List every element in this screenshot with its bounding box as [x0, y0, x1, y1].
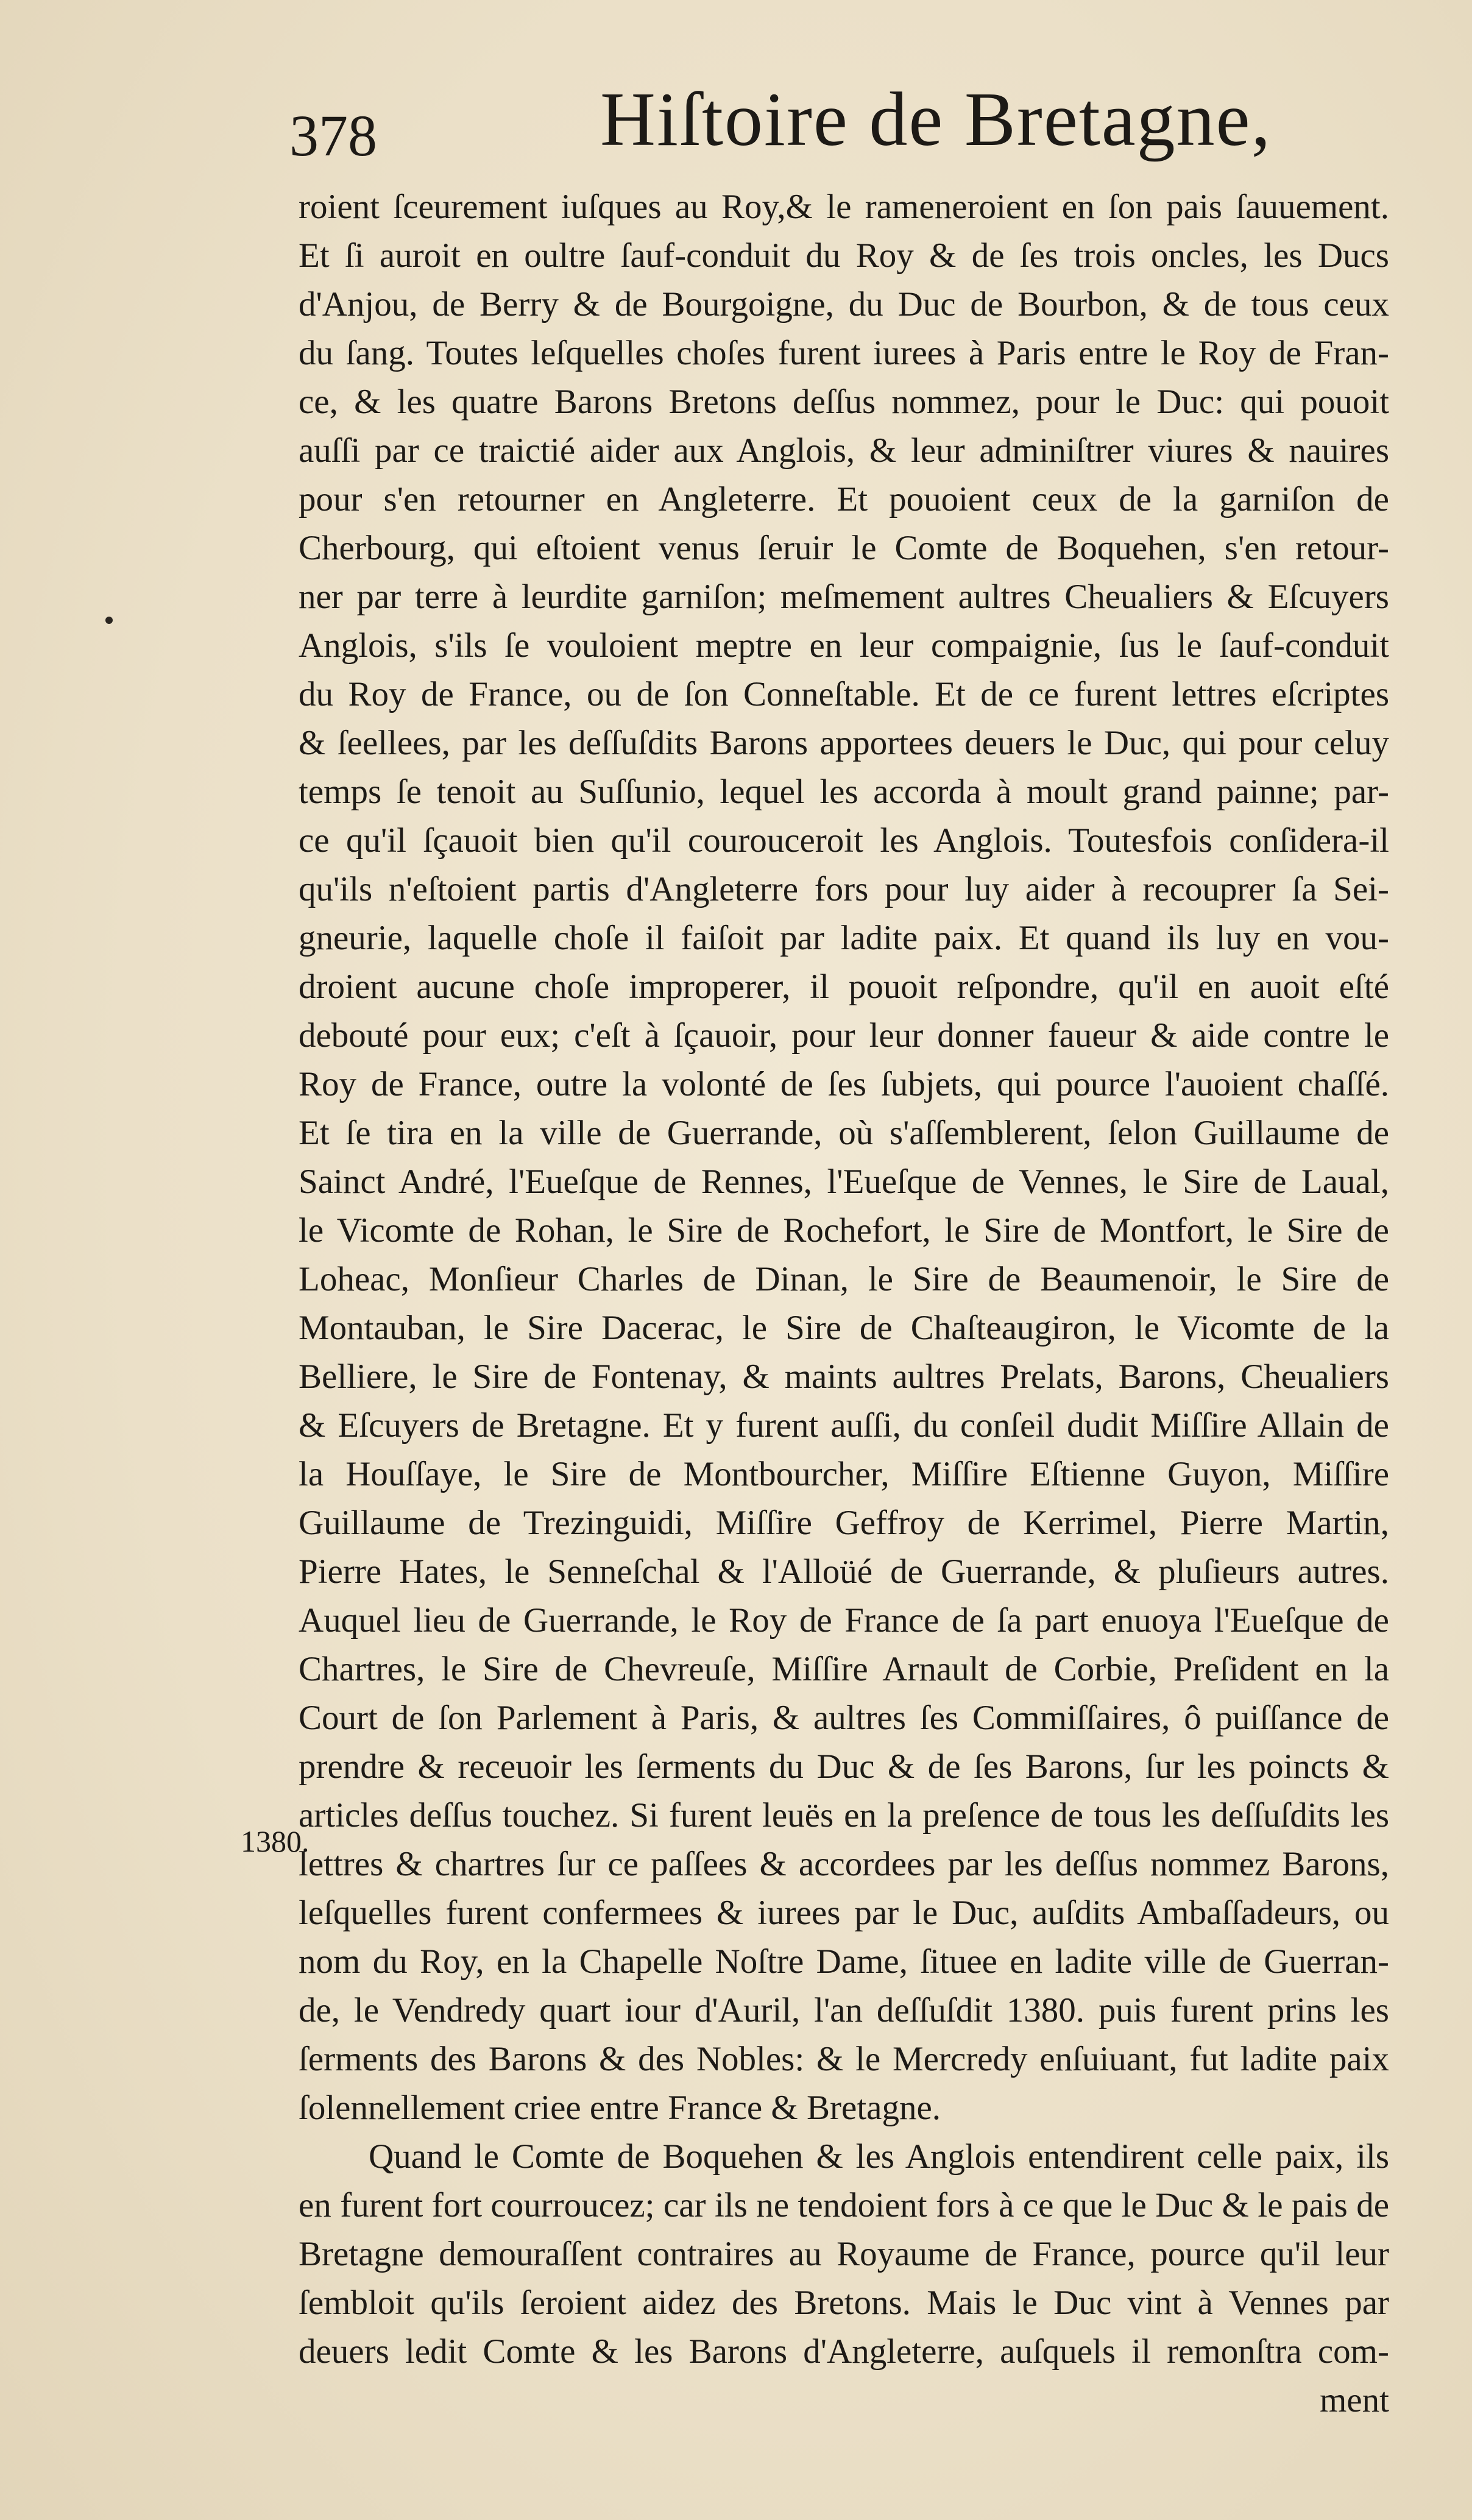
- text-line: Pierre Hates, le Senneſchal & l'Alloüé de Guerrande, & pluſieurs autres.: [299, 1552, 1389, 1591]
- text-line: nom du Roy, en la Chapelle Noſtre Dame, ſituee en ladite ville de Guerran-: [299, 1942, 1389, 1981]
- text-line: Et ſe tira en la ville de Guerrande, où s'aſſemblerent, ſelon Guillaume de: [299, 1114, 1389, 1152]
- text-line: articles deſſus touchez. Si furent leuës en la preſence de tous les deſſuſdits les: [299, 1796, 1389, 1835]
- text-line: Cherbourg, qui eſtoient venus ſeruir le Comte de Boquehen, s'en retour-: [299, 529, 1389, 567]
- text-line: droient aucune choſe improperer, il pouoit reſpondre, qu'il en auoit eſté: [299, 968, 1389, 1006]
- text-line: du Roy de France, ou de ſon Conneſtable. Et de ce furent lettres eſcriptes: [299, 675, 1389, 713]
- text-line: gneurie, laquelle choſe il faiſoit par ladite paix. Et quand ils luy en vou-: [299, 919, 1389, 957]
- text-line: qu'ils n'eſtoient partis d'Angleterre fors pour luy aider à recouprer ſa Sei-: [299, 870, 1389, 908]
- page-number: 378: [289, 103, 377, 168]
- text-line: temps ſe tenoit au Suſſunio, lequel les accorda à moult grand painne; par-: [299, 773, 1389, 811]
- text-line: Belliere, le Sire de Fontenay, & maints aultres Prelats, Barons, Cheualiers: [299, 1357, 1389, 1396]
- text-line: la Houſſaye, le Sire de Montbourcher, Miſſire Eſtienne Guyon, Miſſire: [299, 1455, 1389, 1493]
- text-line: ner par terre à leurdite garniſon; meſmement aultres Cheualiers & Eſcuyers: [299, 578, 1389, 616]
- text-line: Guillaume de Trezinguidi, Miſſire Geffroy de Kerrimel, Pierre Martin,: [299, 1504, 1389, 1542]
- text-line: Loheac, Monſieur Charles de Dinan, le Sire de Beaumenoir, le Sire de: [299, 1260, 1389, 1298]
- text-line: ce, & les quatre Barons Bretons deſſus nommez, pour le Duc: qui pouoit: [299, 383, 1389, 421]
- text-line: de, le Vendredy quart iour d'Auril, l'an deſſuſdit 1380. puis furent prins les: [299, 1991, 1389, 2030]
- text-line: roient ſceurement iuſques au Roy,& le rameneroient en ſon pais ſauuement.: [299, 188, 1389, 226]
- text-line: & ſeellees, par les deſſuſdits Barons apportees deuers le Duc, qui pour celuy: [299, 724, 1389, 762]
- text-line: du ſang. Toutes leſquelles choſes furent iurees à Paris entre le Roy de Fran-: [299, 334, 1389, 372]
- text-line: Auquel lieu de Guerrande, le Roy de France de ſa part enuoya l'Eueſque de: [299, 1601, 1389, 1640]
- text-line: d'Anjou, de Berry & de Bourgoigne, du Duc de Bourbon, & de tous ceux: [299, 285, 1389, 324]
- text-line: le Vicomte de Rohan, le Sire de Rochefort, le Sire de Montfort, le Sire de: [299, 1211, 1389, 1250]
- text-line: Sainct André, l'Eueſque de Rennes, l'Eueſque de Vennes, le Sire de Laual,: [299, 1163, 1389, 1201]
- text-line: Roy de France, outre la volonté de ſes ſubjets, qui pource l'auoient chaſſé.: [299, 1065, 1389, 1103]
- paragraph-first-line: Quand le Comte de Boquehen & les Anglois entendirent celle paix, ils: [369, 2137, 1389, 2176]
- text-line: Montauban, le Sire Dacerac, le Sire de Chaſteaugiron, le Vicomte de la: [299, 1309, 1389, 1347]
- text-line: Et ſi auroit en oultre ſauf-conduit du Roy & de ſes trois oncles, les Ducs: [299, 236, 1389, 275]
- body-text: [299, 183, 1389, 2425]
- text-line: & Eſcuyers de Bretagne. Et y furent auſſi, du conſeil dudit Miſſire Allain de: [299, 1406, 1389, 1445]
- text-line: ſembloit qu'ils ſeroient aidez des Bretons. Mais le Duc vint à Vennes par: [299, 2284, 1389, 2322]
- text-line: Chartres, le Sire de Chevreuſe, Miſſire Arnault de Corbie, Preſident en la: [299, 1650, 1389, 1688]
- margin-date-note: 1380.: [241, 1824, 310, 1858]
- text-line: ce qu'il ſçauoit bien qu'il courouceroit les Anglois. Toutesfois conſidera-il: [299, 821, 1389, 860]
- text-line: Court de ſon Parlement à Paris, & aultres ſes Commiſſaires, ô puiſſance de: [299, 1699, 1389, 1737]
- text-line: en furent fort courroucez; car ils ne tendoient fors à ce que le Duc & le pais de: [299, 2186, 1389, 2224]
- text-line: Anglois, s'ils ſe vouloient meptre en leur compaignie, ſus le ſauf-conduit: [299, 626, 1389, 665]
- running-head: [289, 70, 1404, 186]
- text-line: prendre & receuoir les ſerments du Duc & de ſes Barons, ſur les poincts &: [299, 1747, 1389, 1786]
- text-line: leſquelles furent confermees & iurees par le Duc, auſdits Ambaſſadeurs, ou: [299, 1894, 1389, 1932]
- text-line: ſolennellement criee entre France & Bretagne.: [299, 2089, 941, 2127]
- text-line: deuers ledit Comte & les Barons d'Angleterre, auſquels il remonſtra com-: [299, 2332, 1389, 2371]
- text-line: Bretagne demouraſſent contraires au Royaume de France, pource qu'il leur: [299, 2235, 1389, 2273]
- text-line: pour s'en retourner en Angleterre. Et pouoient ceux de la garniſon de: [299, 480, 1389, 519]
- running-title: Hiſtoire de Bretagne,: [600, 77, 1272, 162]
- text-line: ſerments des Barons & des Nobles: & le Mercredy enſuiuant, fut ladite paix: [299, 2040, 1389, 2078]
- ink-speck: [105, 617, 113, 624]
- catchword: ment: [1320, 2381, 1389, 2419]
- text-line: auſſi par ce traictié aider aux Anglois, & leur adminiſtrer viures & nauires: [299, 431, 1389, 470]
- text-line: debouté pour eux; c'eſt à ſçauoir, pour leur donner faueur & aide contre le: [299, 1016, 1389, 1055]
- text-line: lettres & chartres ſur ce paſſees & accordees par les deſſus nommez Barons,: [299, 1845, 1389, 1883]
